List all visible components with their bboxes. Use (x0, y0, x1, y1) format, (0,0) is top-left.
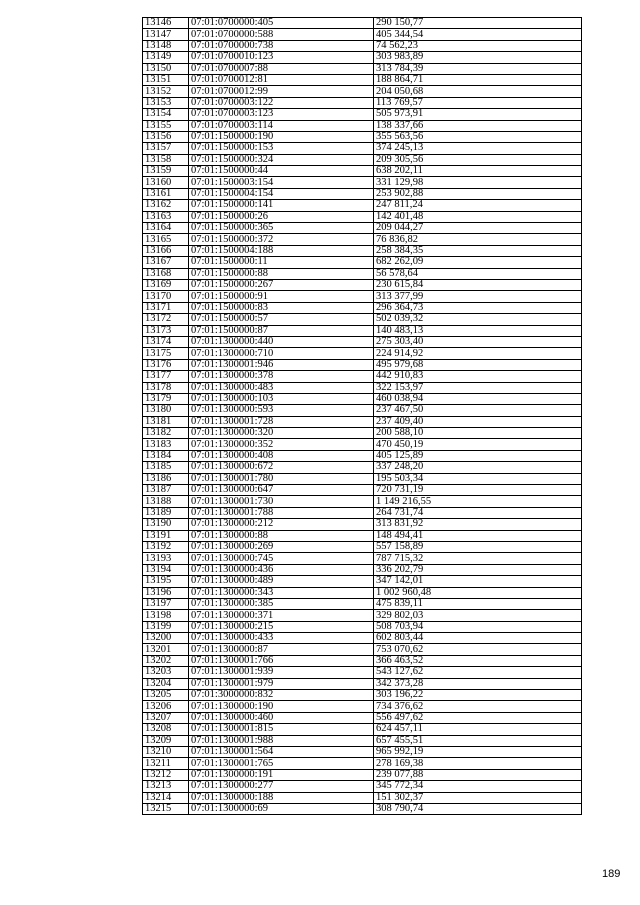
value-cell: 347 142,01 (374, 576, 582, 587)
cadastral-number-cell: 07:01:1500000:26 (189, 211, 374, 222)
value-cell: 239 077,88 (374, 769, 582, 780)
cadastral-number-cell: 07:01:1300000:352 (189, 439, 374, 450)
value-cell: 557 158,89 (374, 541, 582, 552)
row-number-cell: 13211 (143, 758, 189, 769)
cadastral-number-cell: 07:01:1300001:939 (189, 667, 374, 678)
table-row (143, 678, 582, 689)
row-number-cell: 13184 (143, 450, 189, 461)
row-number-cell: 13198 (143, 610, 189, 621)
cadastral-number-cell: 07:01:1300000:745 (189, 553, 374, 564)
value-cell: 224 914,92 (374, 348, 582, 359)
row-number-cell: 13189 (143, 507, 189, 518)
value-cell: 753 070,62 (374, 644, 582, 655)
row-number-cell: 13215 (143, 803, 189, 814)
table-row (143, 382, 582, 393)
cadastral-number-cell: 07:01:1300000:433 (189, 633, 374, 644)
table-row (143, 200, 582, 211)
table-row (143, 336, 582, 347)
cadastral-number-cell: 07:01:1300001:979 (189, 678, 374, 689)
row-number-cell: 13201 (143, 644, 189, 655)
table-row (143, 724, 582, 735)
value-cell: 296 364,73 (374, 302, 582, 313)
value-cell: 247 811,24 (374, 200, 582, 211)
table-row (143, 120, 582, 131)
value-cell: 337 248,20 (374, 462, 582, 473)
cadastral-number-cell: 07:01:1300000:212 (189, 519, 374, 530)
cadastral-number-cell: 07:01:1500000:190 (189, 131, 374, 142)
table-row (143, 268, 582, 279)
table-row (143, 519, 582, 530)
table-row (143, 598, 582, 609)
table-row (143, 587, 582, 598)
value-cell: 151 302,37 (374, 792, 582, 803)
value-cell: 188 864,71 (374, 74, 582, 85)
cadastral-number-cell: 07:01:1300000:188 (189, 792, 374, 803)
cadastral-number-cell: 07:01:1500000:91 (189, 291, 374, 302)
cadastral-number-cell: 07:01:1500000:324 (189, 154, 374, 165)
row-number-cell: 13158 (143, 154, 189, 165)
value-cell: 148 494,41 (374, 530, 582, 541)
table-row (143, 86, 582, 97)
value-cell: 366 463,52 (374, 655, 582, 666)
table-row (143, 769, 582, 780)
table-row (143, 143, 582, 154)
row-number-cell: 13167 (143, 257, 189, 268)
cadastral-number-cell: 07:01:1300000:191 (189, 769, 374, 780)
row-number-cell: 13161 (143, 188, 189, 199)
row-number-cell: 13183 (143, 439, 189, 450)
table-row (143, 690, 582, 701)
cadastral-number-cell: 07:01:1500000:88 (189, 268, 374, 279)
table-row (143, 621, 582, 632)
row-number-cell: 13204 (143, 678, 189, 689)
row-number-cell: 13192 (143, 541, 189, 552)
row-number-cell: 13152 (143, 86, 189, 97)
cadastral-number-cell: 07:01:1300000:408 (189, 450, 374, 461)
cadastral-number-cell: 07:01:1300000:483 (189, 382, 374, 393)
cadastral-number-cell: 07:01:1300001:788 (189, 507, 374, 518)
table-row (143, 40, 582, 51)
cadastral-number-cell: 07:01:1300000:460 (189, 712, 374, 723)
cadastral-number-cell: 07:01:1500000:141 (189, 200, 374, 211)
table-row (143, 154, 582, 165)
row-number-cell: 13159 (143, 166, 189, 177)
table-row (143, 450, 582, 461)
cadastral-number-cell: 07:01:1300000:371 (189, 610, 374, 621)
cadastral-number-cell: 07:01:1500000:267 (189, 279, 374, 290)
table-row (143, 507, 582, 518)
cadastral-number-cell: 07:01:1300000:87 (189, 644, 374, 655)
table-row (143, 803, 582, 814)
row-number-cell: 13156 (143, 131, 189, 142)
cadastral-number-cell: 07:01:0700000:738 (189, 40, 374, 51)
row-number-cell: 13202 (143, 655, 189, 666)
table-row (143, 177, 582, 188)
cadastral-number-cell: 07:01:1300001:946 (189, 359, 374, 370)
cadastral-number-cell: 07:01:1300000:489 (189, 576, 374, 587)
row-number-cell: 13162 (143, 200, 189, 211)
table-row (143, 416, 582, 427)
row-number-cell: 13175 (143, 348, 189, 359)
table-row (143, 234, 582, 245)
cadastral-number-cell: 07:01:1300001:988 (189, 735, 374, 746)
value-cell: 342 373,28 (374, 678, 582, 689)
row-number-cell: 13206 (143, 701, 189, 712)
value-cell: 138 337,66 (374, 120, 582, 131)
row-number-cell: 13146 (143, 18, 189, 29)
value-cell: 442 910,83 (374, 371, 582, 382)
value-cell: 405 125,89 (374, 450, 582, 461)
row-number-cell: 13160 (143, 177, 189, 188)
cadastral-number-cell: 07:01:1300001:766 (189, 655, 374, 666)
value-cell: 556 497,62 (374, 712, 582, 723)
value-cell: 734 376,62 (374, 701, 582, 712)
cadastral-number-cell: 07:01:1300001:780 (189, 473, 374, 484)
row-number-cell: 13194 (143, 564, 189, 575)
row-number-cell: 13195 (143, 576, 189, 587)
row-number-cell: 13149 (143, 52, 189, 63)
table-row (143, 52, 582, 63)
table-row (143, 131, 582, 142)
row-number-cell: 13186 (143, 473, 189, 484)
row-number-cell: 13181 (143, 416, 189, 427)
table-row (143, 439, 582, 450)
cadastral-number-cell: 07:01:1300000:269 (189, 541, 374, 552)
cadastral-number-cell: 07:01:1500000:83 (189, 302, 374, 313)
value-cell: 624 457,11 (374, 724, 582, 735)
value-cell: 505 973,91 (374, 109, 582, 120)
value-cell: 475 839,11 (374, 598, 582, 609)
cadastral-number-cell: 07:01:1300000:190 (189, 701, 374, 712)
value-cell: 56 578,64 (374, 268, 582, 279)
cadastral-number-cell: 07:01:0700000:588 (189, 29, 374, 40)
value-cell: 374 245,13 (374, 143, 582, 154)
row-number-cell: 13205 (143, 690, 189, 701)
table-row (143, 393, 582, 404)
value-cell: 543 127,62 (374, 667, 582, 678)
cadastral-number-cell: 07:01:1500000:11 (189, 257, 374, 268)
cadastral-number-cell: 07:01:1500000:153 (189, 143, 374, 154)
row-number-cell: 13208 (143, 724, 189, 735)
value-cell: 787 715,32 (374, 553, 582, 564)
row-number-cell: 13154 (143, 109, 189, 120)
table-row (143, 302, 582, 313)
value-cell: 682 262,09 (374, 257, 582, 268)
table-row (143, 314, 582, 325)
value-cell: 331 129,98 (374, 177, 582, 188)
cadastral-value-table (142, 17, 582, 815)
cadastral-number-cell: 07:01:1300000:440 (189, 336, 374, 347)
table-row (143, 792, 582, 803)
cadastral-number-cell: 07:01:0700010:123 (189, 52, 374, 63)
table-row (143, 257, 582, 268)
row-number-cell: 13197 (143, 598, 189, 609)
cadastral-number-cell: 07:01:1300000:385 (189, 598, 374, 609)
cadastral-number-cell: 07:01:1500004:188 (189, 245, 374, 256)
row-number-cell: 13173 (143, 325, 189, 336)
row-number-cell: 13179 (143, 393, 189, 404)
value-cell: 345 772,34 (374, 781, 582, 792)
table-row (143, 29, 582, 40)
row-number-cell: 13150 (143, 63, 189, 74)
table-row (143, 496, 582, 507)
row-number-cell: 13200 (143, 633, 189, 644)
table-row (143, 485, 582, 496)
row-number-cell: 13191 (143, 530, 189, 541)
table-row (143, 644, 582, 655)
value-cell: 1 002 960,48 (374, 587, 582, 598)
value-cell: 278 169,38 (374, 758, 582, 769)
value-cell: 336 202,79 (374, 564, 582, 575)
value-cell: 303 196,22 (374, 690, 582, 701)
cadastral-number-cell: 07:01:1300000:277 (189, 781, 374, 792)
value-cell: 405 344,54 (374, 29, 582, 40)
table-row (143, 188, 582, 199)
table-row (143, 541, 582, 552)
table-row (143, 576, 582, 587)
value-cell: 657 455,51 (374, 735, 582, 746)
table-row (143, 712, 582, 723)
value-cell: 76 836,82 (374, 234, 582, 245)
row-number-cell: 13157 (143, 143, 189, 154)
row-number-cell: 13213 (143, 781, 189, 792)
table-row (143, 279, 582, 290)
cadastral-number-cell: 07:01:1300001:728 (189, 416, 374, 427)
value-cell: 140 483,13 (374, 325, 582, 336)
table-row (143, 428, 582, 439)
row-number-cell: 13171 (143, 302, 189, 313)
row-number-cell: 13169 (143, 279, 189, 290)
cadastral-number-cell: 07:01:1500000:365 (189, 223, 374, 234)
value-cell: 253 902,88 (374, 188, 582, 199)
row-number-cell: 13199 (143, 621, 189, 632)
value-cell: 355 563,56 (374, 131, 582, 142)
cadastral-number-cell: 07:01:0700012:81 (189, 74, 374, 85)
row-number-cell: 13178 (143, 382, 189, 393)
row-number-cell: 13180 (143, 405, 189, 416)
value-cell: 508 703,94 (374, 621, 582, 632)
row-number-cell: 13176 (143, 359, 189, 370)
table-row (143, 359, 582, 370)
row-number-cell: 13196 (143, 587, 189, 598)
value-cell: 1 149 216,55 (374, 496, 582, 507)
value-cell: 237 467,50 (374, 405, 582, 416)
cadastral-number-cell: 07:01:1500000:44 (189, 166, 374, 177)
value-cell: 195 503,34 (374, 473, 582, 484)
table-row (143, 18, 582, 29)
row-number-cell: 13170 (143, 291, 189, 302)
row-number-cell: 13193 (143, 553, 189, 564)
row-number-cell: 13203 (143, 667, 189, 678)
table-row (143, 473, 582, 484)
cadastral-number-cell: 07:01:1300001:730 (189, 496, 374, 507)
table-row (143, 564, 582, 575)
value-cell: 209 044,27 (374, 223, 582, 234)
cadastral-number-cell: 07:01:1500000:57 (189, 314, 374, 325)
cadastral-number-cell: 07:01:1300000:710 (189, 348, 374, 359)
table-row (143, 223, 582, 234)
table-row (143, 530, 582, 541)
row-number-cell: 13188 (143, 496, 189, 507)
table-row (143, 633, 582, 644)
cadastral-number-cell: 07:01:0700003:114 (189, 120, 374, 131)
cadastral-number-cell: 07:01:1300001:564 (189, 747, 374, 758)
row-number-cell: 13174 (143, 336, 189, 347)
table-row (143, 747, 582, 758)
cadastral-number-cell: 07:01:0700012:99 (189, 86, 374, 97)
value-cell: 720 731,19 (374, 485, 582, 496)
value-cell: 308 790,74 (374, 803, 582, 814)
row-number-cell: 13148 (143, 40, 189, 51)
table-row (143, 781, 582, 792)
value-cell: 495 979,68 (374, 359, 582, 370)
value-cell: 275 303,40 (374, 336, 582, 347)
cadastral-number-cell: 07:01:1500004:154 (189, 188, 374, 199)
row-number-cell: 13153 (143, 97, 189, 108)
value-cell: 209 305,56 (374, 154, 582, 165)
table-row (143, 758, 582, 769)
table-row (143, 462, 582, 473)
row-number-cell: 13209 (143, 735, 189, 746)
row-number-cell: 13147 (143, 29, 189, 40)
row-number-cell: 13177 (143, 371, 189, 382)
table-row (143, 211, 582, 222)
table-row (143, 325, 582, 336)
row-number-cell: 13187 (143, 485, 189, 496)
table-row (143, 109, 582, 120)
table-row (143, 245, 582, 256)
row-number-cell: 13172 (143, 314, 189, 325)
value-cell: 502 039,32 (374, 314, 582, 325)
table-body (143, 18, 582, 815)
cadastral-number-cell: 07:01:0700000:405 (189, 18, 374, 29)
row-number-cell: 13210 (143, 747, 189, 758)
table-row (143, 553, 582, 564)
value-cell: 74 562,23 (374, 40, 582, 51)
table-row (143, 667, 582, 678)
row-number-cell: 13168 (143, 268, 189, 279)
value-cell: 113 769,57 (374, 97, 582, 108)
value-cell: 290 150,77 (374, 18, 582, 29)
value-cell: 142 401,48 (374, 211, 582, 222)
value-cell: 638 202,11 (374, 166, 582, 177)
cadastral-number-cell: 07:01:1300000:378 (189, 371, 374, 382)
table-row (143, 348, 582, 359)
row-number-cell: 13214 (143, 792, 189, 803)
row-number-cell: 13164 (143, 223, 189, 234)
cadastral-number-cell: 07:01:0700007:88 (189, 63, 374, 74)
table-row (143, 655, 582, 666)
value-cell: 322 153,97 (374, 382, 582, 393)
row-number-cell: 13155 (143, 120, 189, 131)
table-row (143, 166, 582, 177)
row-number-cell: 13212 (143, 769, 189, 780)
cadastral-number-cell: 07:01:1300001:815 (189, 724, 374, 735)
table-row (143, 291, 582, 302)
cadastral-number-cell: 07:01:1300000:103 (189, 393, 374, 404)
page-number: 189 (602, 868, 621, 880)
cadastral-number-cell: 07:01:1300000:343 (189, 587, 374, 598)
table-row (143, 701, 582, 712)
value-cell: 313 377,99 (374, 291, 582, 302)
table-row (143, 610, 582, 621)
value-cell: 237 409,40 (374, 416, 582, 427)
table-row (143, 74, 582, 85)
cadastral-number-cell: 07:01:1300000:215 (189, 621, 374, 632)
value-cell: 200 588,10 (374, 428, 582, 439)
cadastral-number-cell: 07:01:1300000:436 (189, 564, 374, 575)
value-cell: 204 050,68 (374, 86, 582, 97)
row-number-cell: 13190 (143, 519, 189, 530)
table-row (143, 371, 582, 382)
row-number-cell: 13207 (143, 712, 189, 723)
value-cell: 313 831,92 (374, 519, 582, 530)
cadastral-number-cell: 07:01:0700003:123 (189, 109, 374, 120)
cadastral-number-cell: 07:01:1300000:320 (189, 428, 374, 439)
cadastral-number-cell: 07:01:1500000:372 (189, 234, 374, 245)
row-number-cell: 13185 (143, 462, 189, 473)
table-row (143, 97, 582, 108)
value-cell: 313 784,39 (374, 63, 582, 74)
value-cell: 329 802,03 (374, 610, 582, 621)
row-number-cell: 13163 (143, 211, 189, 222)
row-number-cell: 13165 (143, 234, 189, 245)
cadastral-number-cell: 07:01:3000000:832 (189, 690, 374, 701)
table-row (143, 63, 582, 74)
cadastral-number-cell: 07:01:1300000:88 (189, 530, 374, 541)
table-row (143, 735, 582, 746)
row-number-cell: 13151 (143, 74, 189, 85)
value-cell: 602 803,44 (374, 633, 582, 644)
cadastral-number-cell: 07:01:0700003:122 (189, 97, 374, 108)
value-cell: 258 384,35 (374, 245, 582, 256)
cadastral-number-cell: 07:01:1500003:154 (189, 177, 374, 188)
cadastral-number-cell: 07:01:1300000:593 (189, 405, 374, 416)
cadastral-number-cell: 07:01:1500000:87 (189, 325, 374, 336)
value-cell: 965 992,19 (374, 747, 582, 758)
row-number-cell: 13182 (143, 428, 189, 439)
row-number-cell: 13166 (143, 245, 189, 256)
value-cell: 470 450,19 (374, 439, 582, 450)
cadastral-number-cell: 07:01:1300001:765 (189, 758, 374, 769)
value-cell: 264 731,74 (374, 507, 582, 518)
cadastral-number-cell: 07:01:1300000:647 (189, 485, 374, 496)
cadastral-number-cell: 07:01:1300000:69 (189, 803, 374, 814)
value-cell: 303 983,89 (374, 52, 582, 63)
value-cell: 460 038,94 (374, 393, 582, 404)
cadastral-number-cell: 07:01:1300000:672 (189, 462, 374, 473)
table-row (143, 405, 582, 416)
value-cell: 230 615,84 (374, 279, 582, 290)
